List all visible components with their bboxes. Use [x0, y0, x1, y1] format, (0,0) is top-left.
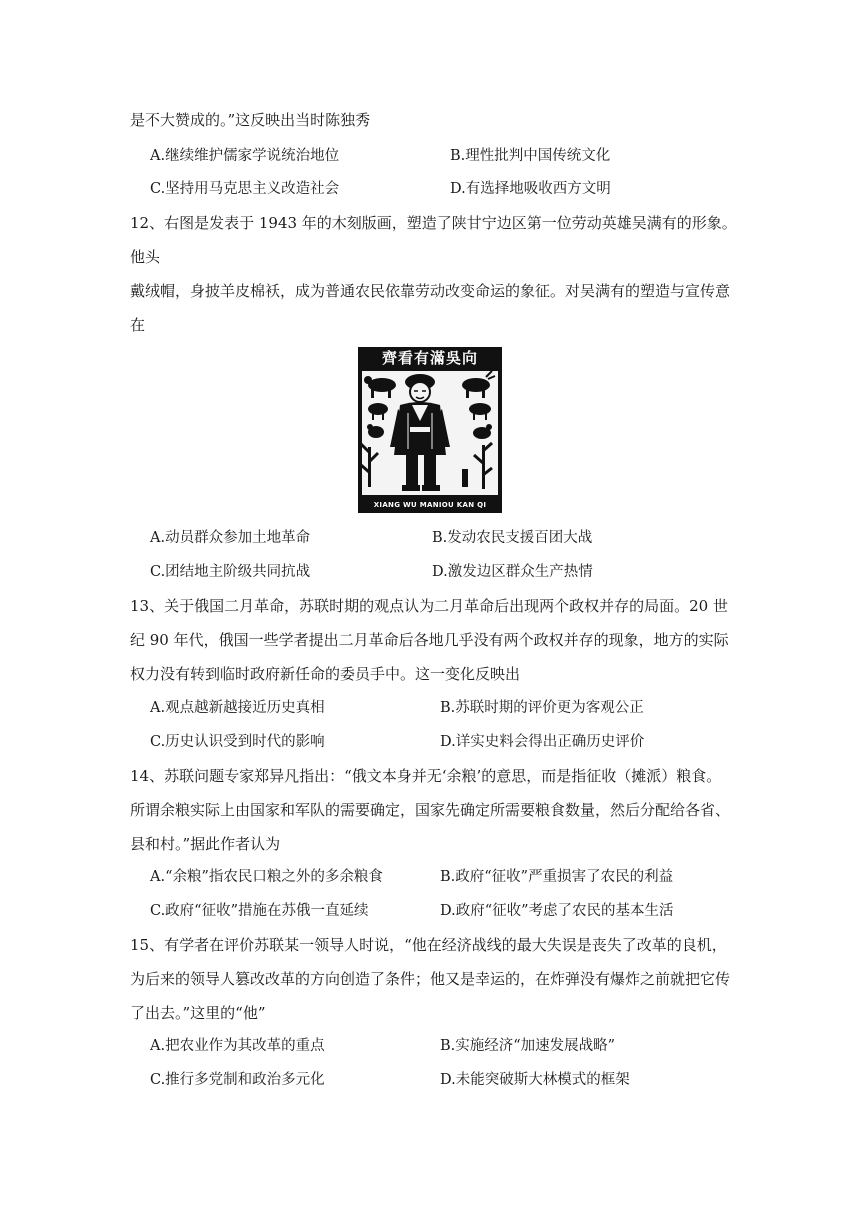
- woodcut-title: 齊看有滿吳向: [358, 347, 502, 369]
- q11-option-c[interactable]: C.坚持用马克思主义改造社会: [150, 181, 340, 197]
- q12-stem-line2: 他头: [130, 248, 161, 266]
- q11-option-d[interactable]: D.有选择地吸收西方文明: [450, 181, 611, 197]
- q14-stem-line3: 县和村。”据此作者认为: [130, 835, 281, 853]
- q12-stem-line4: 在: [130, 316, 146, 334]
- q13-stem-line2: 纪 90 年代，俄国一些学者提出二月革命后各地几乎没有两个政权并存的现象，地方的实际: [130, 631, 729, 649]
- q12-option-c[interactable]: C.团结地主阶级共同抗战: [150, 564, 311, 580]
- q11-stem-tail: 是不大赞成的。”这反映出当时陈独秀: [130, 111, 371, 129]
- q13-option-d[interactable]: D.详实史料会得出正确历史评价: [440, 734, 645, 750]
- q13-option-b[interactable]: B.苏联时期的评价更为客观公正: [440, 700, 644, 716]
- q15-option-b[interactable]: B.实施经济“加速发展战略”: [440, 1038, 616, 1054]
- q14-stem-line1: 14、苏联问题专家郑异凡指出：“俄文本身并无‘余粮’的意思，而是指征收（摊派）粮食。: [130, 767, 722, 785]
- q14-option-d[interactable]: D.政府“征收”考虑了农民的基本生活: [440, 903, 674, 919]
- q15-option-c[interactable]: C.推行多党制和政治多元化: [150, 1072, 325, 1088]
- q11-option-a[interactable]: A.继续维护儒家学说统治地位: [150, 148, 340, 164]
- q15-stem-line1: 15、有学者在评价苏联某一领导人时说，“他在经济战线的最大失误是丧失了改革的良机，: [130, 936, 727, 954]
- q13-option-a[interactable]: A.观点越新越接近历史真相: [150, 700, 325, 716]
- woodcut-illustration: [358, 347, 502, 513]
- q12-stem-line3: 戴绒帽，身披羊皮棉袄，成为普通农民依靠劳动改变命运的象征。对吴满有的塑造与宣传意: [130, 282, 731, 300]
- q14-stem-line2: 所谓余粮实际上由国家和军队的需要确定，国家先确定所需要粮食数量，然后分配给各省、: [130, 801, 731, 819]
- q12-option-a[interactable]: A.动员群众参加土地革命: [150, 530, 311, 546]
- q12-option-b[interactable]: B.发动农民支援百团大战: [432, 530, 593, 546]
- q12-option-d[interactable]: D.激发边区群众生产热情: [432, 564, 593, 580]
- q15-option-d[interactable]: D.未能突破斯大林模式的框架: [440, 1072, 630, 1088]
- q15-option-a[interactable]: A.把农业作为其改革的重点: [150, 1038, 325, 1054]
- q13-option-c[interactable]: C.历史认识受到时代的影响: [150, 734, 325, 750]
- q15-stem-line2: 为后来的领导人篡改改革的方向创造了条件；他又是幸运的，在炸弹没有爆炸之前就把它传: [130, 970, 731, 988]
- q14-option-a[interactable]: A.“余粮”指农民口粮之外的多余粮食: [150, 869, 383, 885]
- q13-stem-line1: 13、关于俄国二月革命，苏联时期的观点认为二月革命后出现两个政权并存的局面。20 世: [130, 597, 728, 615]
- q13-stem-line3: 权力没有转到临时政府新任命的委员手中。这一变化反映出: [130, 665, 521, 683]
- woodcut-caption: XIANG WU MANIOU KAN QI: [358, 497, 502, 513]
- q14-option-c[interactable]: C.政府“征收”措施在苏俄一直延续: [150, 903, 369, 919]
- q15-stem-line3: 了出去。”这里的“他”: [130, 1004, 266, 1022]
- q11-option-b[interactable]: B.理性批判中国传统文化: [450, 148, 611, 164]
- woodcut-print-image: [358, 347, 502, 513]
- q14-option-b[interactable]: B.政府“征收”严重损害了农民的利益: [440, 869, 674, 885]
- q12-stem-line1: 12、右图是发表于 1943 年的木刻版画，塑造了陕甘宁边区第一位劳动英雄吴满有的形象。: [130, 214, 737, 232]
